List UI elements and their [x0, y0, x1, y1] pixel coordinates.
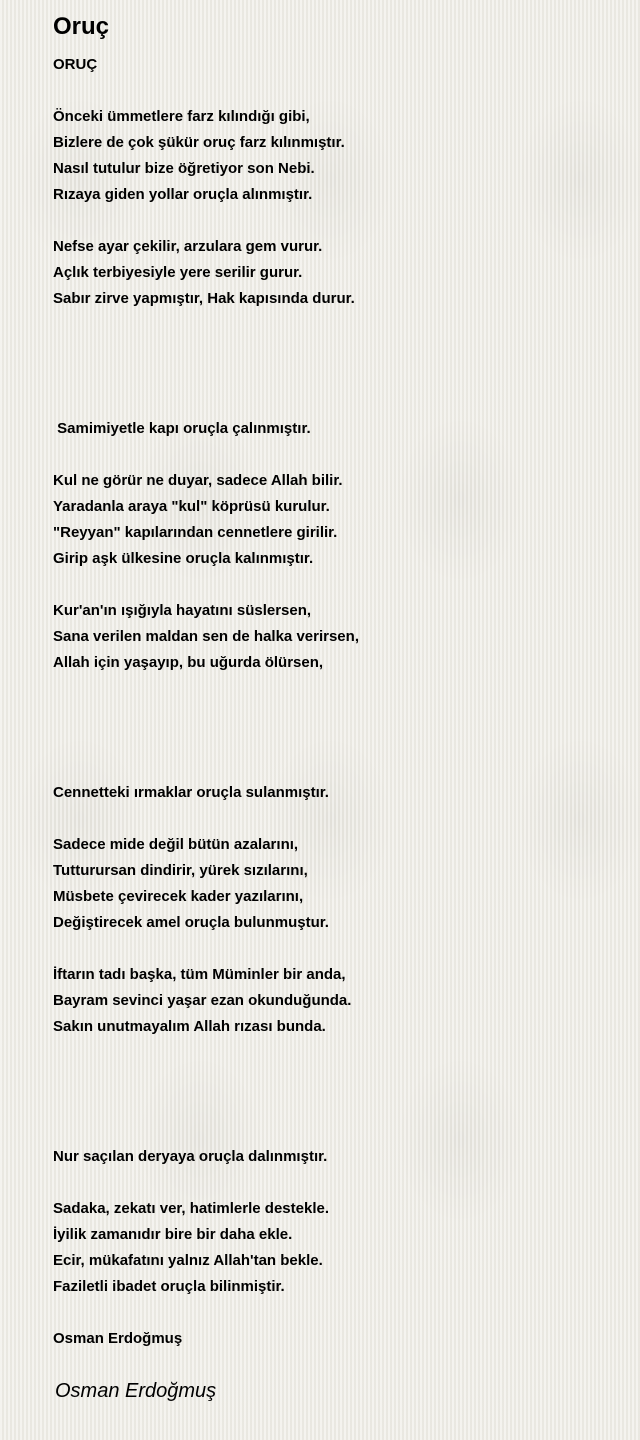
poem-line: Nasıl tutulur bize öğretiyor son Nebi. — [53, 160, 315, 177]
poem-line: Değiştirecek amel oruçla bulunmuştur. — [53, 914, 329, 931]
poem-blank-line — [53, 390, 359, 416]
poem-line: Kul ne görür ne duyar, sadece Allah bilir. — [53, 472, 343, 489]
poem-line: Açlık terbiyesiyle yere serilir gurur. — [53, 264, 303, 281]
poem-line: Müsbete çevirecek kader yazılarını, — [53, 888, 304, 905]
poem-line: ORUÇ — [53, 56, 98, 73]
poem-line: Rızaya giden yollar oruçla alınmıştır. — [53, 186, 313, 203]
poem-blank-line — [53, 1092, 359, 1118]
poem-line: Osman Erdoğmuş — [53, 1330, 183, 1347]
poem-line: Sakın unutmayalım Allah rızası bunda. — [53, 1018, 326, 1035]
poem-line: Sadaka, zekatı ver, hatimlerle destekle. — [53, 1200, 329, 1217]
poem-blank-line — [53, 338, 359, 364]
poem-line: Önceki ümmetlere farz kılındığı gibi, — [53, 108, 310, 125]
poem-title: Oruç — [53, 13, 110, 40]
poem-line: İyilik zamanıdır bire bir daha ekle. — [53, 1226, 293, 1243]
poem-line: Faziletli ibadet oruçla bilinmiştir. — [53, 1278, 285, 1295]
poem-blank-line — [53, 78, 359, 104]
poem-blank-line — [53, 1300, 359, 1326]
poem-blank-line — [53, 1040, 359, 1066]
poem-line: Sadece mide değil bütün azalarını, — [53, 836, 299, 853]
poem-blank-line — [53, 936, 359, 962]
poem-blank-line — [53, 208, 359, 234]
poem-blank-line — [53, 754, 359, 780]
poem-line: Allah için yaşayıp, bu uğurda ölürsen, — [53, 654, 324, 671]
poem-line: Nefse ayar çekilir, arzulara gem vurur. — [53, 238, 323, 255]
poem-line: İftarın tadı başka, tüm Müminler bir anda, — [53, 966, 346, 983]
poem-line: Cennetteki ırmaklar oruçla sulanmıştır. — [53, 784, 329, 801]
poem-line: Bayram sevinci yaşar ezan okunduğunda. — [53, 992, 352, 1009]
poem-line: Sabır zirve yapmıştır, Hak kapısında durur. — [53, 290, 355, 307]
poem-line: "Reyyan" kapılarından cennetlere girilir. — [53, 524, 338, 541]
poem-blank-line — [53, 364, 359, 390]
poem-blank-line — [53, 572, 359, 598]
poem-blank-line — [53, 676, 359, 702]
poem-line: Kur'an'ın ışığıyla hayatını süslersen, — [53, 602, 312, 619]
poem-body — [53, 52, 359, 1352]
poem-blank-line — [53, 728, 359, 754]
poem-blank-line — [53, 1066, 359, 1092]
poem-line: Girip aşk ülkesine oruçla kalınmıştır. — [53, 550, 314, 567]
poem-line: Sana verilen maldan sen de halka verirsen, — [53, 628, 359, 645]
poem-blank-line — [53, 702, 359, 728]
poem-blank-line — [53, 1170, 359, 1196]
author-signature: Osman Erdoğmuş — [55, 1380, 217, 1402]
poem-line: Ecir, mükafatını yalnız Allah'tan bekle. — [53, 1252, 323, 1269]
poem-line: Tutturursan dindirir, yürek sızılarını, — [53, 862, 308, 879]
poem-line: Nur saçılan deryaya oruçla dalınmıştır. — [53, 1148, 328, 1165]
poem-line: Samimiyetle kapı oruçla çalınmıştır. — [53, 420, 311, 437]
poem-blank-line — [53, 1118, 359, 1144]
poem-blank-line — [53, 806, 359, 832]
poem-line: Bizlere de çok şükür oruç farz kılınmıştır. — [53, 134, 345, 151]
poem-line: Yaradanla araya "kul" köprüsü kurulur. — [53, 498, 330, 515]
poem-blank-line — [53, 312, 359, 338]
poem-blank-line — [53, 442, 359, 468]
